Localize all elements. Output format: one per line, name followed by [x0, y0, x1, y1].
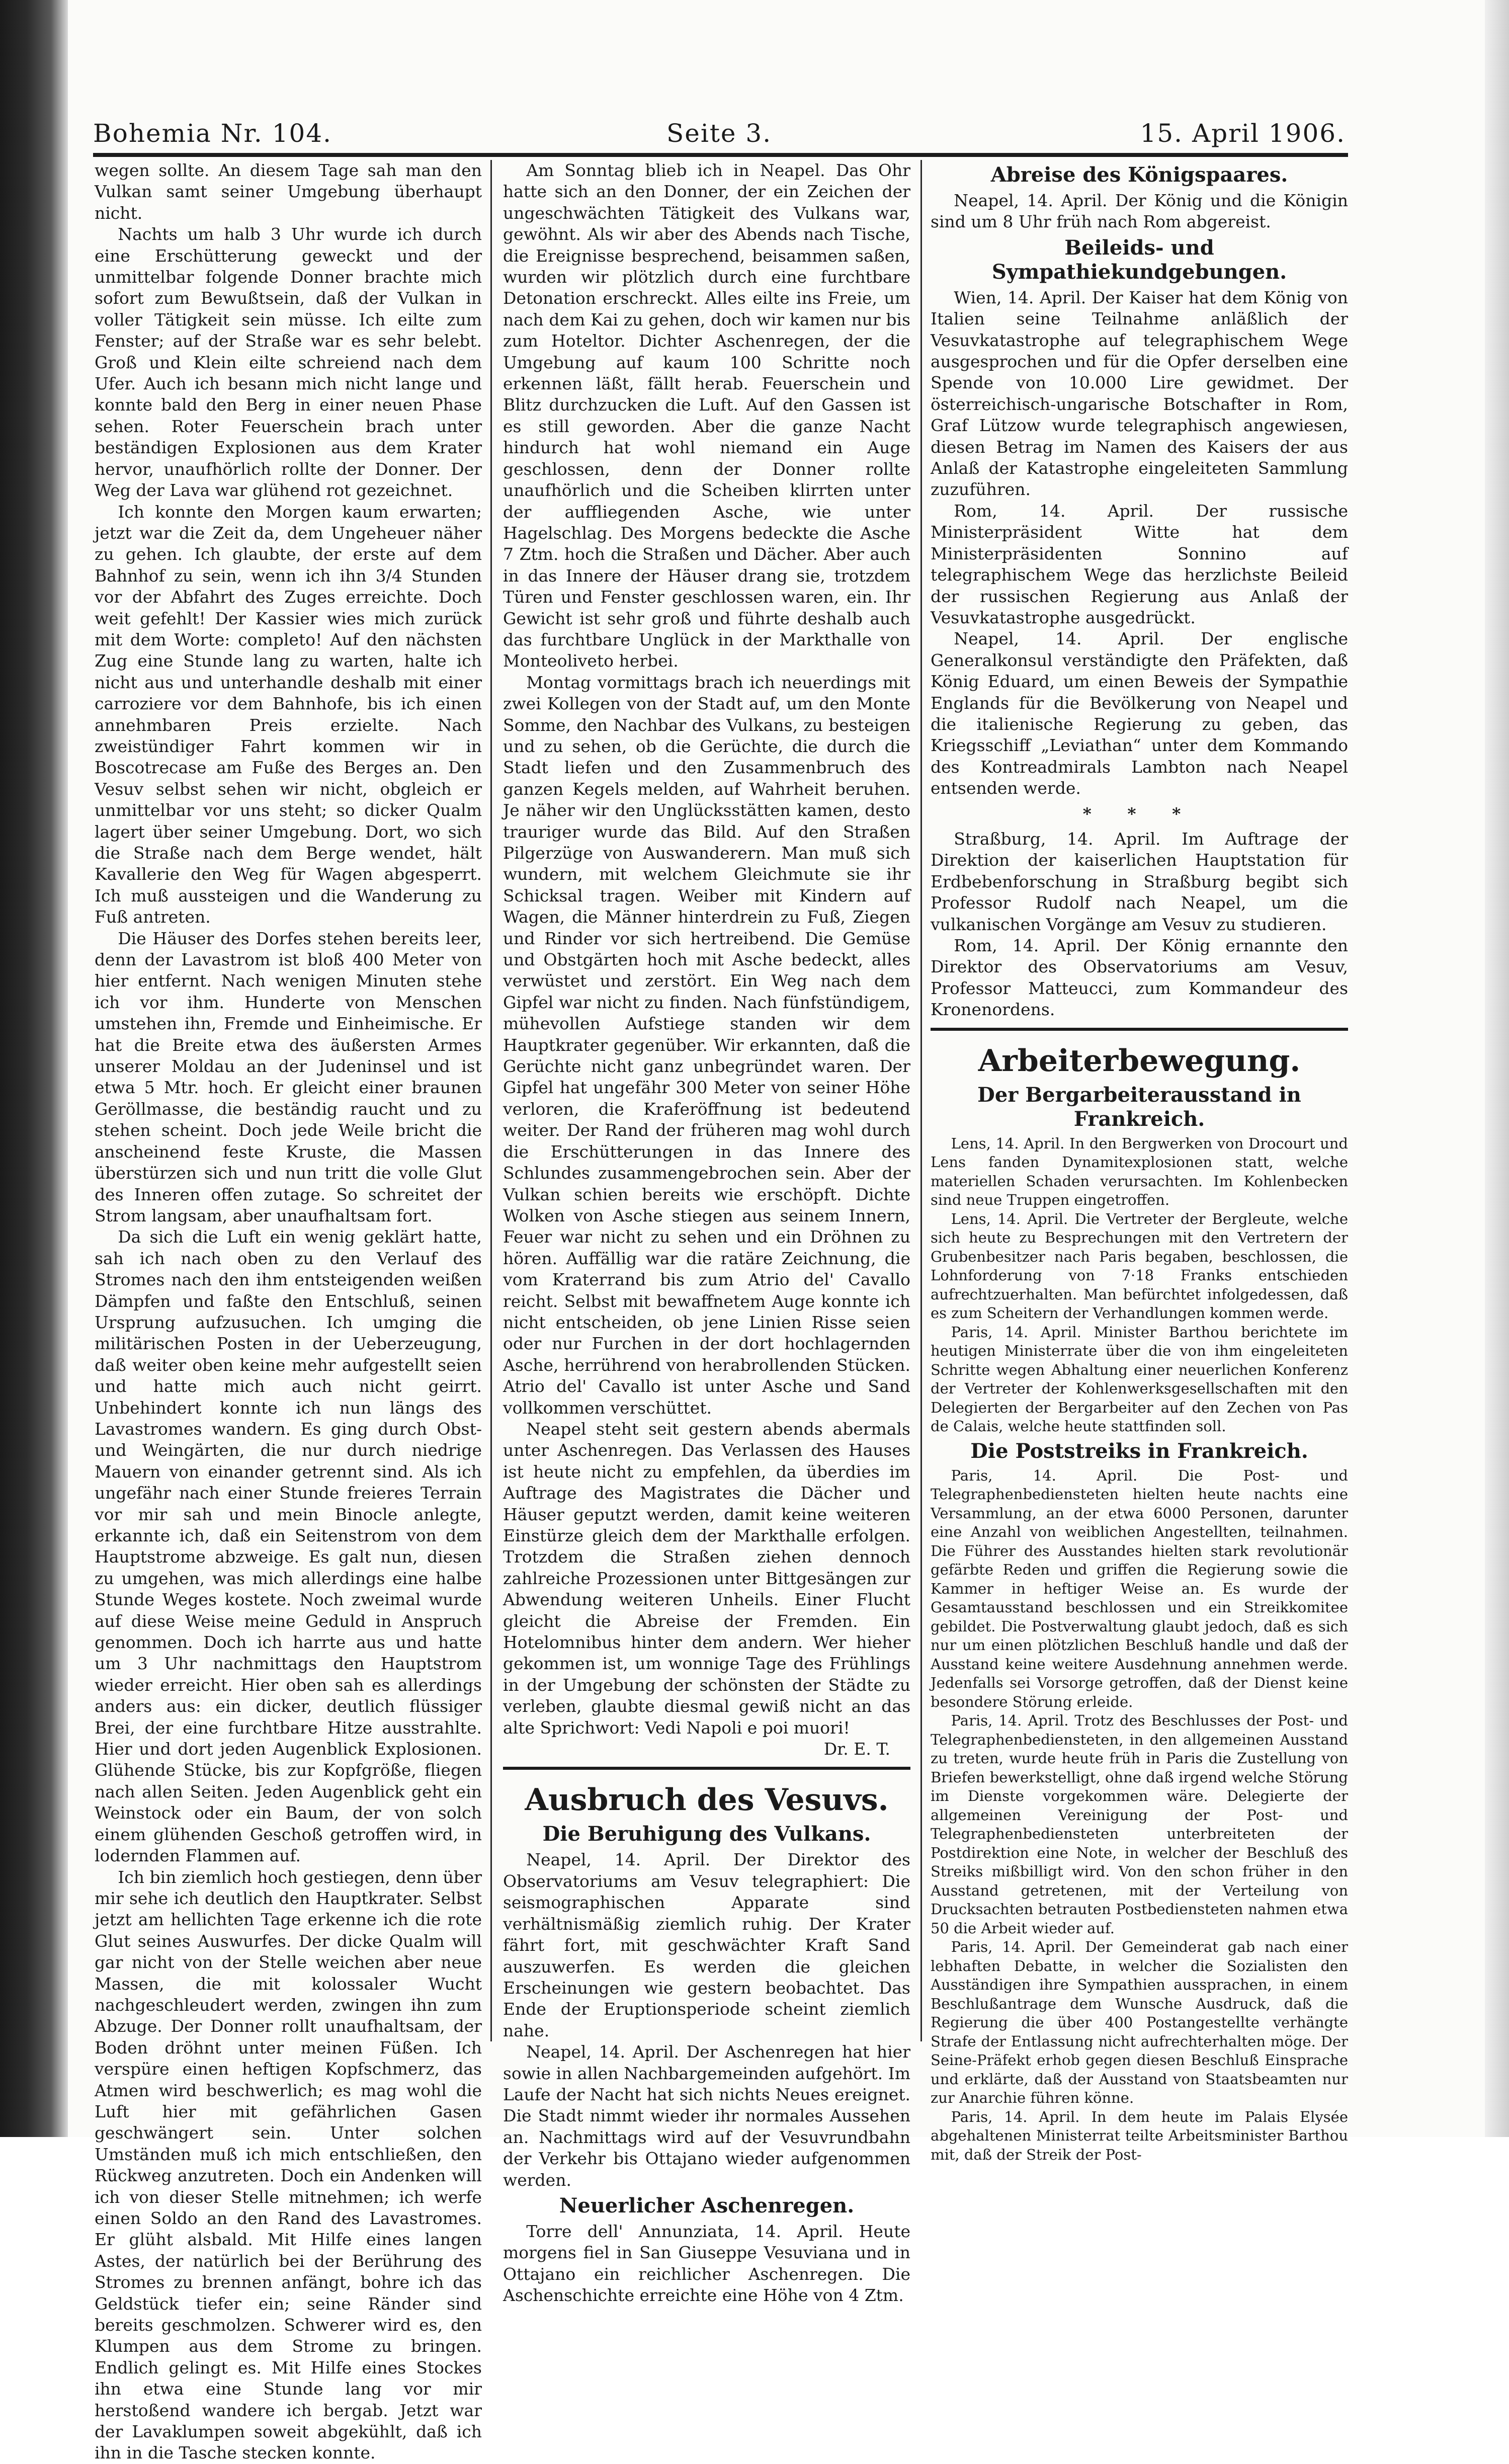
news-item: Wien, 14. April. Der Kaiser hat dem König von Italien seine Teilnahme anläßlich der Vesuvkatastrophe auf telegraphischem Wege ausgesprochen und für die Opfer derselben eine Spende von 10.000 Lire gewidmet. Der österreichisch-ungarische Botschafter in Rom, Graf Lützow wurde telegraphisch angewiesen, diesen Betrag im Namen des Kaisers der aus Anlaß der Katastrophe eingeleiteten Sammlung zuzuführen.	[931, 287, 1348, 500]
subheading-poststreiks: Die Poststreiks in Frankreich.	[970, 1439, 1308, 1463]
news-item: Neapel, 14. April. Der Direktor des Observatoriums am Vesuv telegraphiert: Die seismographischen Apparate sind verhältnismäßig ziemlich ruhig. Der Krater fährt fort, mit geschwächter Kraft Sand auszuwerfen. Es werden die gleichen Erscheinungen wie gestern beobachtet. Das Ende der Eruptionsperiode scheint ziemlich nahe.	[503, 1850, 910, 2040]
column-3	[931, 160, 1348, 2163]
paragraph: Ich bin ziemlich hoch gestiegen, denn über mir sehe ich deutlich den Hauptkrater. Selbst jetzt am hellichten Tage erkenne ich die rote Glut seines Auswurfes. Der dicke Qualm will gar nicht von der Stelle weichen aber neue Massen, die mit kolossaler Wucht nachgeschleudert werden, zwingen ihn zum Abzuge. Der Donner rollt unaufhaltsam, der Boden dröhnt unter meinen Füßen. Ich verspüre einen heftigen Kopfschmerz, das Atmen wird beschwerlich; es mag wohl die Luft hier mit gefährlichen Gasen geschwängert sein. Unter solchen Umständen muß ich mich entschließen, den Rückweg anzutreten. Doch ein Andenken will ich von dieser Stelle mitnehmen; ich werfe einen Soldo an den Rand des Lavastromes. Er glüht alsbald. Mit Hilfe eines langen Astes, der natürlich bei der Berührung des Stromes zu brennen anfängt, bohre ich das Geldstück tiefer ein; seine Ränder sind bereits geschmolzen. Schwerer wird es, den Klumpen aus dem Strome zu bringen. Endlich gelingt es. Mit Hilfe eines Stockes ihn etwa eine Stunde lang vor mir herstoßend wandere ich bergab. Jetzt war der Lavaklumpen soweit abgekühlt, daß ich ihn in die Tasche stecken konnte.	[95, 1867, 482, 2463]
section-rule	[931, 1028, 1348, 1031]
separator-stars: * * *	[1082, 803, 1196, 824]
author-signature: Dr. E. T.	[823, 1739, 890, 1759]
news-item: Rom, 14. April. Der russische Ministerpräsident Witte hat dem Ministerpräsidenten Sonnino auf telegraphischem Wege das herzlichste Beileid der russischen Regierung aus Anlaß der Vesuvkatastrophe ausgedrückt.	[931, 501, 1348, 627]
news-block-small	[931, 1466, 1348, 2165]
header-rule	[93, 153, 1348, 157]
column-2	[503, 160, 910, 2306]
news-item: Lens, 14. April. In den Bergwerken von Drocourt und Lens fanden Dynamitexplosionen statt, welche materiellen Schaden verursachten. Im Kohlenbecken sind neue Truppen eingetroffen.	[931, 1134, 1348, 1209]
news-block-small	[931, 1134, 1348, 1436]
column-divider-2	[920, 160, 922, 2041]
subheading-beileid: Beileids- und Sympathiekundgebungen.	[991, 235, 1287, 284]
paragraph: Am Sonntag blieb ich in Neapel. Das Ohr hatte sich an den Donner, der ein Zeichen der ungeschwächten Tätigkeit des Vulkans war, gewöhnt. Als wir aber des Abends nach Tische, die Ereignisse besprechend, beisammen saßen, wurden wir plötzlich durch eine furchtbare Detonation erschreckt. Alles eilte ins Freie, um nach dem Kai zu gehen, doch wir kamen nur bis zum Hoteltor. Dichter Aschenregen, der die Umgebung auf kaum 100 Schritte noch erkennen läßt, fällt herab. Feuerschein und Blitz durchzucken die Luft. Auf den Gassen ist es still geworden. Aber die ganze Nacht hindurch hat wohl niemand ein Auge geschlossen, denn der Donner rollte unaufhörlich und die Scheiben klirrten unter der auffliegenden Asche, wie unter Hagelschlag. Des Morgens bedeckte die Asche 7 Ztm. hoch die Straßen und Dächer. Aber auch in das Innere der Häuser drang sie, trotzdem Türen und Fenster geschlossen waren, ein. Ihr Gewicht ist sehr groß und führte deshalb auch das furchtbare Unglück in der Markthalle von Monteoliveto herbei.	[503, 160, 910, 671]
issue-date: 15. April 1906.	[1140, 119, 1346, 148]
subheading-abreise: Abreise des Königspaares.	[990, 163, 1288, 187]
paragraph: Neapel steht seit gestern abends abermals unter Aschenregen. Das Verlassen des Hauses ist heute nicht zu empfehlen, da überdies im Auftrage des Magistrates die Dächer und Häuser geputzt werden, damit keine weiteren Einstürze gleich dem der Markthalle erfolgen. Trotzdem die Straßen ziehen dennoch zahlreiche Prozessionen unter Bittgesängen zur Abwendung weiteren Unheils. Einer Flucht gleicht die Abreise der Fremden. Ein Hotelomnibus hinter dem andern. Wer hieher gekommen ist, um wonnige Tage des Frühlings in der Umgebung der schönsten der Städte zu verleben, glaubte diesmal gewiß nicht an das alte Sprichwort: Vedi Napoli e poi muori!	[503, 1419, 910, 1738]
paragraph: Da sich die Luft ein wenig geklärt hatte, sah ich nach oben zu den Verlauf des Stromes nach den ihm entsteigenden weißen Dämpfen und faßte den Entschluß, seinen Ursprung aufzusuchen. Ich umging die militärischen Posten in der Ueberzeugung, daß weiter oben keine mehr aufgestellt seien und hatte mich auch nicht geirrt. Unbehindert konnte ich nun längs des Lavastromes wandern. Es ging durch Obst- und Weingärten, die nur durch niedrige Mauern von einander getrennt sind. Als ich ungefähr nach einer Stunde freieres Terrain vor mir sah und mein Binocle anlegte, erkannte ich, daß ein Seitenstrom von dem Hauptstrome abzweige. Es galt nun, diesen zu umgehen, was mich allerdings eine halbe Stunde Weges kostete. Noch zweimal wurde auf diese Weise meine Geduld in Anspruch genommen. Doch ich harrte aus und hatte um 3 Uhr nachmittags den Hauptstrom wieder erreicht. Hier oben sah es allerdings anders aus: ein dicker, deutlich flüssiger Brei, der eine furchtbare Hitze ausstrahlte. Hier und dort jeden Augenblick Explosionen. Glühende Stücke, bis zur Kopfgröße, fliegen nach allen Seiten. Jeden Augenblick geht ein Weinstock oder ein Baum, der von solch einem glühenden Geschoß getroffen wird, in lodernden Flammen auf.	[95, 1227, 482, 1866]
subheading-bergarbeiter: Der Bergarbeiterausstand in Frankreich.	[977, 1083, 1301, 1131]
paragraph: Nachts um halb 3 Uhr wurde ich durch eine Erschütterung geweckt und der unmittelbar folgende Donner brachte mich sofort zum Bewußtsein, daß der Vulkan in voller Tätigkeit sein müsse. Ich eilte zum Fenster; auf der Straße war es sehr belebt. Groß und Klein eilte schreiend nach dem Ufer. Auch ich besann mich nicht lange und konnte bald den Berg in einer neuen Phase sehen. Roter Feuerschein brach unter beständigen Explosionen aus dem Krater hervor, unaufhörlich rollte der Donner. Der Weg der Lava war glühend rot gezeichnet.	[95, 224, 482, 501]
paragraph: wegen sollte. An diesem Tage sah man den Vulkan samt seiner Umgebung überhaupt nicht.	[95, 160, 482, 223]
scan-right-margin	[1485, 0, 1509, 2137]
news-item: Paris, 14. April. Der Gemeinderat gab nach einer lebhaften Debatte, in welcher die Sozialisten den Ausständigen ihre Sympathien aussprachen, in einem Beschlußantrage dem Wunsche Ausdruck, daß die Regierung die über 400 Postangestellte verhängte Strafe der Entlassung nicht aufrechterhalten möge. Der Seine-Präfekt erhob gegen diesen Beschluß Einsprache und erklärte, daß der Ausstand von Staatsbeamten nur zur Anarchie führen könne.	[931, 1938, 1348, 2107]
section-title-vesuv: Ausbruch des Vesuvs.	[525, 1782, 889, 1818]
news-item: Lens, 14. April. Die Vertreter der Bergleute, welche sich heute zu Besprechungen mit den Vertretern der Grubenbesitzer nach Paris begaben, beschlossen, die Lohnforderung von 7·18 Franks entschieden aufrechtzuerhalten. Man befürchtet infolgedessen, daß es zum Scheitern der Verhandlungen kommen werde.	[931, 1210, 1348, 1322]
newspaper-issue: Bohemia Nr. 104.	[93, 119, 332, 148]
news-item: Paris, 14. April. Die Post- und Telegraphenbediensteten hielten heute nachts eine Versammlung, an der etwa 6000 Personen, darunter eine Anzahl von weiblichen Angestellten, teilnahmen. Die Führer des Ausstandes hielten stark revolutionär gefärbte Reden und griffen die Regierung sowie die Kammer in heftiger Weise an. Es wurde der Gesamtausstand beschlossen und ein Streikkomitee gebildet. Die Postverwaltung glaubt jedoch, daß es sich nur um einen plötzlichen Beschluß handle und daß der Ausstand keine weitere Ausdehnung annehmen werde. Jedenfalls sei Vorsorge getroffen, daß der Dienst keine besondere Störung erleide.	[931, 1466, 1348, 1710]
column-divider-1	[490, 160, 492, 2041]
news-item: Paris, 14. April. In dem heute im Palais Elysée abgehaltenen Ministerrat teilte Arbeitsminister Barthou mit, daß der Streik der Post-	[931, 2108, 1348, 2163]
page-number: Seite 3.	[666, 119, 772, 148]
news-item: Neapel, 14. April. Der Aschenregen hat hier sowie in allen Nachbargemeinden aufgehört. Im Laufe der Nacht hat sich nichts Neues ereignet. Die Stadt nimmt wieder ihr normales Aussehen an. Nachmittags wird auf der Vesuvrundbahn der Verkehr bis Ottajano wieder aufgenommen werden.	[503, 2042, 910, 2190]
news-item: Straßburg, 14. April. Im Auftrage der Direktion der kaiserlichen Hauptstation für Erdbebenforschung in Straßburg begibt sich Professor Rudolf nach Neapel, um die vulkanischen Vorgänge am Vesuv zu studieren.	[931, 829, 1348, 934]
news-item: Torre dell' Annunziata, 14. April. Heute morgens fiel in San Giuseppe Vesuviana und in Ottajano ein reichlicher Aschenregen. Die Aschenschichte erreichte eine Höhe von 4 Ztm.	[503, 2221, 910, 2306]
news-item: Paris, 14. April. Minister Barthou berichtete im heutigen Ministerrate über die von ihm eingeleiteten Schritte wegen Abhaltung einer neuerlichen Konferenz der Vertreter der Kohlenwerksgesellschaften mit den Delegierten der Bergarbeiter auf den Zechen von Pas de Calais, welche heute stattfinden soll.	[931, 1323, 1348, 1435]
news-item: Neapel, 14. April. Der englische Generalkonsul verständigte den Präfekten, daß König Eduard, um einen Beweis der Sympathie Englands für die Bevölkerung von Neapel und die italienische Regierung zu geben, das Kriegsschiff „Leviathan“ unter dem Kommando des Kontreadmirals Lambton nach Neapel entsenden werde.	[931, 629, 1348, 798]
scan-dark-margin	[0, 0, 68, 2137]
paragraph: Ich konnte den Morgen kaum erwarten; jetzt war die Zeit da, dem Ungeheuer näher zu gehen. Ich glaubte, der erste auf dem Bahnhof zu sein, wenn ich ihn 3/4 Stunden vor der Abfahrt des Zuges erreichte. Doch weit gefehlt! Der Kassier wies mich zurück mit dem Worte: completo! Auf den nächsten Zug eine Stunde lang zu warten, halte ich nicht aus und unterhandle deshalb mit einer carroziere vor dem Bahnhofe, bis ich einen annehmbaren Preis erzielte. Nach zweistündiger Fahrt kommen wir in Boscotrecase am Fuße des Berges an. Den Vesuv selbst sehen wir nicht, obgleich er unmittelbar vor uns steht; so dicker Qualm lagert über seiner Umgebung. Dort, wo sich die Straße nach dem Berge wendet, hält Kavallerie den Weg für Wagen abgesperrt. Ich muß aussteigen und die Wanderung zu Fuß antreten.	[95, 502, 482, 927]
section-title-arbeiter: Arbeiterbewegung.	[978, 1043, 1301, 1079]
subheading-aschenregen: Neuerlicher Aschenregen.	[559, 2193, 855, 2217]
news-item: Neapel, 14. April. Der König und die Königin sind um 8 Uhr früh nach Rom abgereist.	[931, 191, 1348, 232]
news-item: Paris, 14. April. Trotz des Beschlusses der Post- und Telegraphenbediensteten, in den allgemeinen Ausstand zu treten, wurde heute früh in Paris die Zustellung von Briefen bewerkstelligt, ohne daß irgend welche Störung im Dienste vorgekommen wäre. Delegierte der allgemeinen Vereinigung der Post- und Telegraphenbediensteten unterbreiteten der Postdirektion eine Note, in welcher der Beschluß des Streiks mißbilligt wird. Von den schon früher in den Ausstand getretenen, mit der Verteilung von Drucksachten betrauten Postbediensteten nahmen etwa 50 die Arbeit wieder auf.	[931, 1712, 1348, 1937]
paragraph: Die Häuser des Dorfes stehen bereits leer, denn der Lavastrom ist bloß 400 Meter von hier entfernt. Nach wenigen Minuten stehe ich vor ihm. Hunderte von Menschen umstehen ihn, Fremde und Einheimische. Er hat die Breite etwa des äußersten Armes unserer Moldau an der Judeninsel und ist etwa 5 Mtr. hoch. Er gleicht einer braunen Geröllmasse, die beständig raucht und zu stehen scheint. Doch jede Weile bricht die anscheinend feste Kruste, die Massen überstürzen sich und nun tritt die volle Glut des Inneren offen zutage. So schreitet der Strom langsam, aber unaufhaltsam fort.	[95, 928, 482, 1225]
column-1	[95, 160, 482, 2463]
paragraph: Montag vormittags brach ich neuerdings mit zwei Kollegen von der Stadt auf, um den Monte Somme, den Nachbar des Vulkans, zu besteigen und zu sehen, ob die Gerüchte, die durch die Stadt liefen und den Zusammenbruch des ganzen Kegels melden, auf Wahrheit beruhen. Je näher wir den Unglücksstätten kamen, desto trauriger wurde das Bild. Auf den Straßen Pilgerzüge von Auswanderern. Man muß sich wundern, mit welchem Gleichmute sie ihr Schicksal tragen. Weiber mit Kindern auf Wagen, die Männer hinterdrein zu Fuß, Ziegen und Rinder vor sich hertreibend. Die Gemüse und Obstgärten hoch mit Asche bedeckt, alles verwüstet und zerstört. Ein Weg nach dem Gipfel war nicht zu finden. Nach fünfstündigem, mühevollen Aufstiege standen wir dem Hauptkrater gegenüber. Wir erkannten, daß die Gerüchte nicht ganz unbegründet waren. Der Gipfel hat ungefähr 300 Meter von seiner Höhe verloren, die Kraferöffnung ist bedeutend weiter. Der Rand der früheren mag wohl durch die Erschütterungen in das Innere des Schlundes zusammengebrochen sein. Aber der Vulkan schien bereits wie erschöpft. Dichte Wolken von Asche stiegen aus seinem Innern, Feuer war nicht zu sehen und ein Dröhnen zu hören. Auffällig war die ratäre Zeichnung, die vom Kraterrand bis zum Atrio del' Cavallo reicht. Selbst mit bewaffnetem Auge konnte ich nicht entscheiden, ob jene Linien Risse seien oder nur Furchen in der dort hochlagernden Asche, herrührend von herabrollenden Stücken. Atrio del' Cavallo ist unter Asche und Sand vollkommen verschüttet.	[503, 672, 910, 1418]
news-item: Rom, 14. April. Der König ernannte den Direktor des Observatoriums am Vesuv, Professor Matteucci, zum Kommandeur des Kronenordens.	[931, 936, 1348, 1020]
subheading-beruhigung: Die Beruhigung des Vulkans.	[542, 1822, 871, 1846]
section-rule	[503, 1767, 910, 1770]
